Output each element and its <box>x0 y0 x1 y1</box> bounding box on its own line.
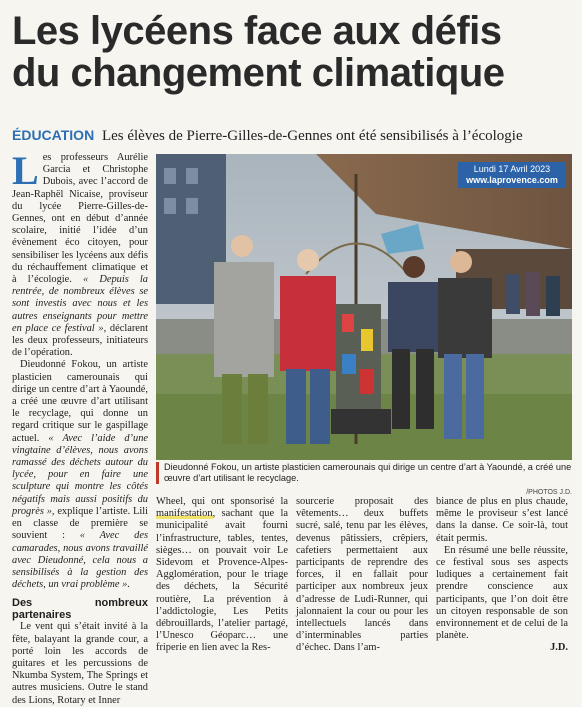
photo-illustration <box>156 154 572 460</box>
artist-text-end: explique l’artiste. Lili en classe de première se souvient : <box>12 505 148 542</box>
paragraph-artist <box>12 359 148 591</box>
intro-text: es professeurs Aurélie Garcia et Christophe Dubois, avec l’accord de Jean-Raphël Nicaise, proviseur du lycée Pierre-Gilles-de-Gennes, ont en début d’année scolaire, initié l’idée d’un évènement éco citoyen, pour sensibiliser les lycéens aux défis du réchauffement climatique et à l’écologie. <box>12 152 148 286</box>
artist-text: Dieudonné Fokou, un artiste plasticien camerounais qui dirige un centre d’art à Yaoundé, a créé une œuvre d’art utilisant le recyclage, qui donne un regard critique sur le gaspillage actuel. <box>12 359 148 444</box>
highlighted-word: manifestation <box>156 508 213 520</box>
author-signature: J.D. <box>550 642 568 654</box>
photo-caption: Dieudonné Fokou, un artiste plasticien camerounais qui dirige un centre d’art à Yaoundé, a créé une œuvre d’art utilisant le recyclage. <box>156 462 572 484</box>
headline-line-1: Les lycéens face aux défis <box>12 9 502 53</box>
photo-credit: /PHOTOS J.D. <box>526 489 572 496</box>
article-column-1 <box>12 148 148 707</box>
headline-line-2: du changement climatique <box>12 51 505 95</box>
subtitle: Les élèves de Pierre-Gilles-de-Gennes ont été sensibilisés à l’écologie <box>101 128 523 144</box>
paragraph-intro <box>12 148 148 359</box>
deck <box>12 126 572 145</box>
intro-text-end: déclarent les deux professeurs, initiateurs de l’opération. <box>12 322 148 359</box>
dateline-box <box>458 162 566 188</box>
section-label: ÉDUCATION <box>12 127 95 143</box>
paragraph-partners: Le vent qui s’était invité à la fête, balayant la grande cour, a porté loin les accords de guitares et les percussions de Nkumba System, The Springs et autres musiciens. Outre le stand des Lions, Rotary et Inner <box>12 621 148 706</box>
drop-cap: L <box>12 148 39 193</box>
column-4-conclusion: En résumé une belle réussite, ce festival sous ses aspects ludiques a certainement fait prendre conscience aux participants, que l’on doit être un citoyen responsable de son environnement et de celui de la planète. <box>436 544 568 642</box>
column-3-text: sourcerie proposait des vêtements… deux buffets sucré, salé, tenu par les élèves, devenus pâtissiers, crêpiers, cafetiers permettaient aux participants de reprendre des forces, il en fallait pour participer aux nombreux jeux d’adresse de Ludi-Runner, qui jalonnaient la cour ou pour les intellectuels lancés dans d’interminables parties d’échec. Dans l’am- <box>296 496 428 654</box>
photo-date: Lundi 17 Avril 2023 <box>473 164 551 174</box>
quote-teachers: « Depuis la rentrée, de nombreux élèves se sont investis avec nous et les autres enseignants pour mettre en place ce festival », <box>12 274 148 334</box>
partners-heading: Des nombreux partenaires <box>12 597 148 622</box>
event-photo <box>156 154 572 460</box>
headline <box>12 10 572 94</box>
col2-start: Wheel, qui ont sponsorisé la <box>156 496 288 507</box>
col2-end: , sachant que la municipalité avait fourni l’infrastructure, tables, tentes, sièges… on pouvait voir Le Sidevom et Provence-Alpes-Agglomération, pour le triage des déchets, la Sécurité routière, La prévention à l’addictologie, Les Petits débrouillards, l’atelier partagé, l’Unesco Géoparc… une friperie en lien avec la Res- <box>156 508 288 654</box>
quote-artist: « Avec l’aide d’une vingtaine d’élèves, nous avons ramassé des déchets autour du lycée, pour en faire une sculpture qui montre les côtés négatifs mais aussi positifs du progrès », <box>12 432 148 517</box>
column-4-text: biance de plus en plus chaude, même le proviseur s’est lancé dans la danse. Ce soir-là, tout était permis. <box>436 496 568 544</box>
quote-student: « Avec des camarades, nous avons travaillé avec Dieudonné, cela nous a sensibilisés à la gestion des déchets, un vrai problème ». <box>12 530 148 591</box>
site-url: www.laprovence.com <box>466 175 558 185</box>
